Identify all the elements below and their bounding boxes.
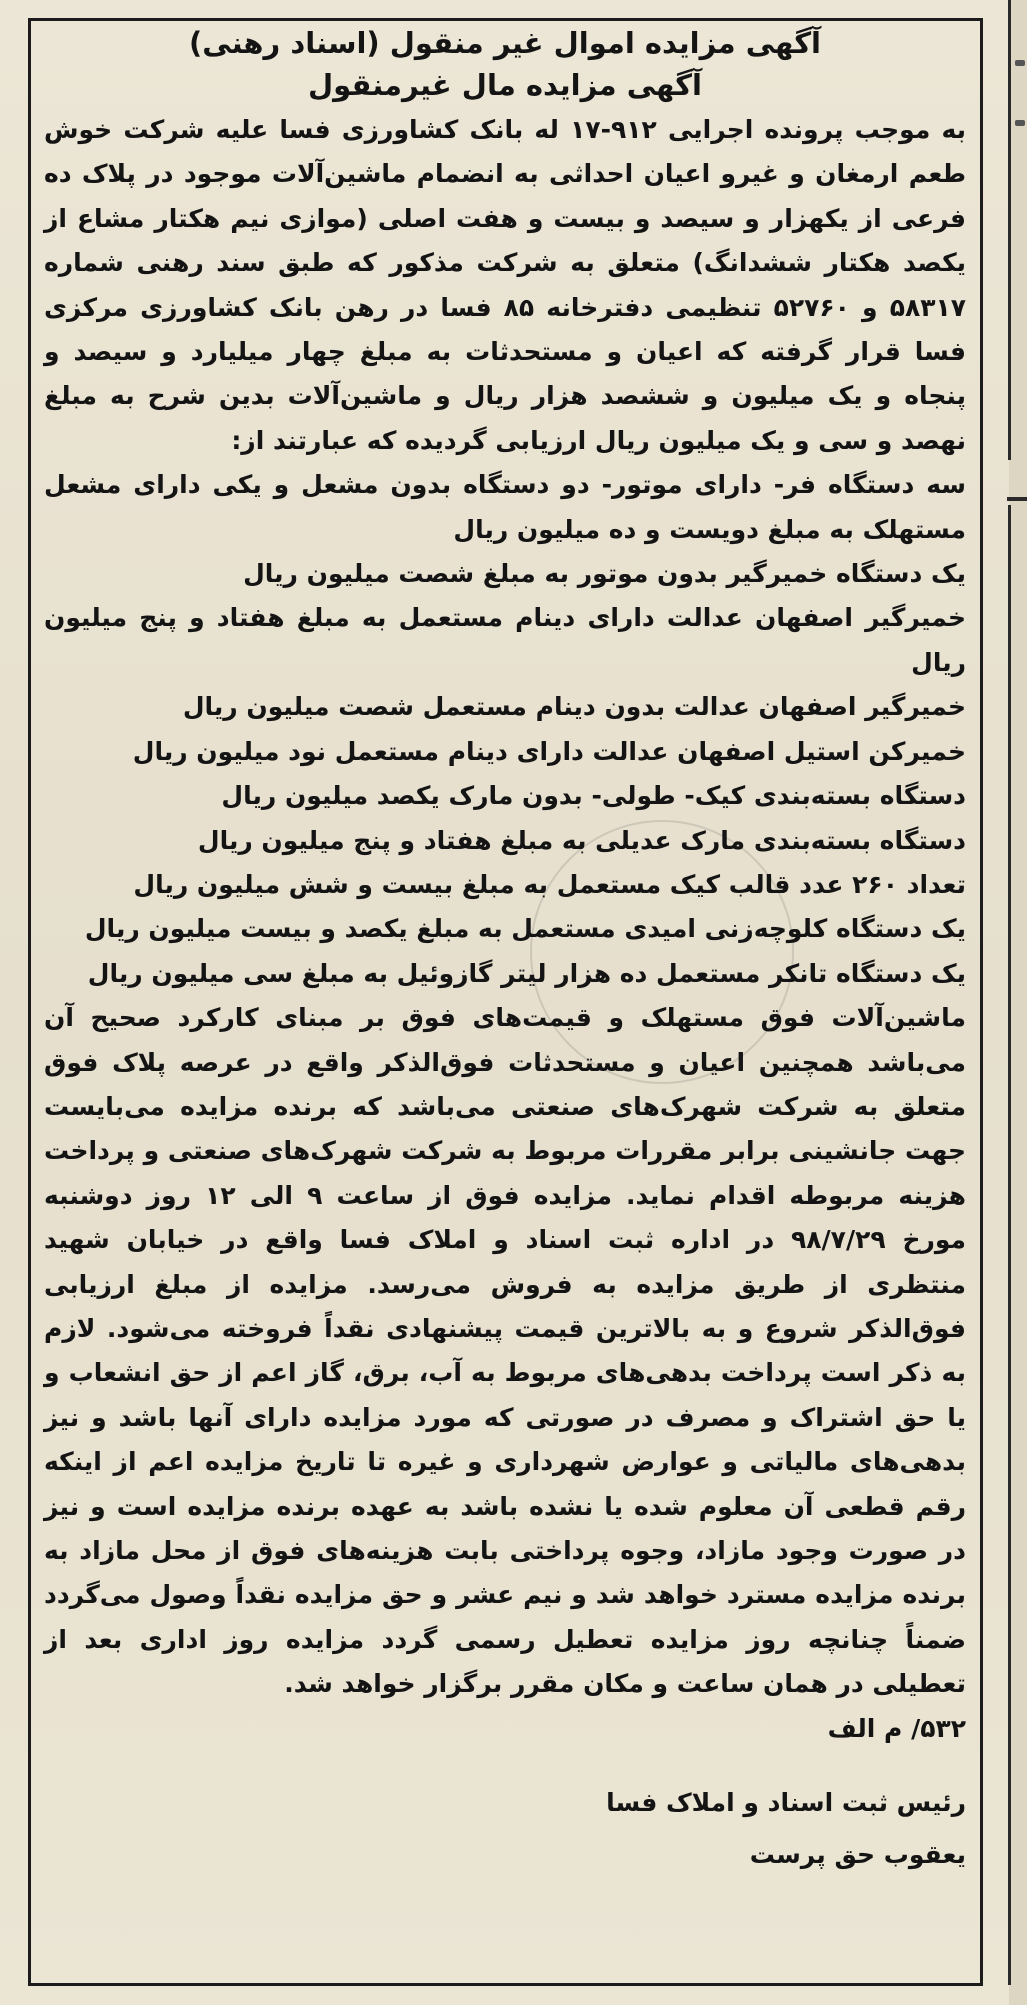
item-line: خمیرگیر اصفهان عدالت دارای دینام مستعمل به مبلغ هفتاد و پنج میلیون ریال bbox=[44, 603, 966, 677]
notice-body bbox=[44, 108, 966, 1707]
auction-notice bbox=[44, 22, 966, 1881]
notice-subtitle: آگهی مزایده مال غیرمنقول bbox=[308, 68, 702, 102]
item-line: سه دستگاه فر- دارای موتور- دو دستگاه بدون مشعل و یکی دارای مشعل مستهلک به مبلغ دویست و ده میلیون ریال bbox=[44, 470, 966, 544]
item-line: خمیرگیر اصفهان عدالت بدون دینام مستعمل شصت میلیون ریال bbox=[182, 692, 966, 722]
item-line: یک دستگاه کلوچه‌زنی امیدی مستعمل به مبلغ یکصد و بیست میلیون ریال bbox=[84, 914, 966, 944]
notice-title: آگهی مزایده اموال غیر منقول (اسناد رهنی) bbox=[189, 26, 821, 60]
intro-paragraph: به موجب پرونده اجرایی ۹۱۲-۱۷ له بانک کشاورزی فسا علیه شرکت خوش طعم ارمغان و غیرو اعیان احداثی به انضمام ماشین‌آلات موجود در پلاک ده فرعی از یکهزار و سیصد و بیست و هفت اصلی (موازی نیم هکتار مشاع از یکصد هکتار ششدانگ) متعلق به شرکت مذکور که طبق سند رهنی شماره ۵۸۳۱۷ و ۵۲۷۶۰ تنظیمی دفترخانه ۸۵ فسا در رهن بانک کشاورزی مرکزی فسا قرار گرفته که اعیان و مستحدثات به مبلغ چهار میلیارد و سیصد و پنجاه و یک میلیون و ششصد هزار ریال و ماشین‌آلات بدین شرح به مبلغ نهصد و سی و یک میلیون ریال ارزیابی گردیده که عبارتند از: bbox=[44, 115, 967, 455]
item-line: یک دستگاه خمیرگیر بدون موتور به مبلغ شصت میلیون ریال bbox=[243, 559, 966, 589]
signatory-position: رئیس ثبت اسناد و املاک فسا bbox=[606, 1788, 966, 1818]
adjacent-column-edge bbox=[1009, 0, 1027, 2005]
column-rule-top bbox=[1008, 0, 1011, 460]
signatory-name: یعقوب حق پرست bbox=[749, 1840, 966, 1870]
item-line: یک دستگاه تانکر مستعمل ده هزار لیتر گازوئیل به مبلغ سی میلیون ریال bbox=[87, 958, 966, 988]
edge-text-fragment bbox=[1015, 120, 1025, 126]
reference-number: ۵۳۲/ م الف bbox=[827, 1713, 966, 1743]
edge-text-fragment bbox=[1015, 60, 1025, 66]
item-line: تعداد ۲۶۰ عدد قالب کیک مستعمل به مبلغ بیست و شش میلیون ریال bbox=[133, 869, 966, 899]
terms-paragraph: ماشین‌آلات فوق مستهلک و قیمت‌های فوق بر مبنای کارکرد صحیح آن می‌باشد همچنین اعیان و مستحدثات فوق‌الذکر واقع در عرصه پلاک فوق متعلق به شرکت شهرک‌های صنعتی می‌باشد که برنده مزایده می‌بایست جهت جانشینی برابر مقررات مربوط به شرکت شهرک‌های صنعتی و پرداخت هزینه مربوطه اقدام نماید. مزایده فوق از ساعت ۹ الی ۱۲ روز دوشنبه مورخ ۹۸/۷/۲۹ در اداره ثبت اسناد و املاک فسا واقع در خیابان شهید منتظری از طریق مزایده به فروش می‌رسد. مزایده از مبلغ ارزیابی فوق‌الذکر شروع و به بالاترین قیمت پیشنهادی نقداً فروخته می‌شود. لازم به ذکر است پرداخت بدهی‌های مربوط به آب، برق، گاز اعم از حق انشعاب و یا حق اشتراک و مصرف در صورتی که مورد مزایده دارای آنها باشد و نیز بدهی‌های مالیاتی و عوارض شهرداری و غیره تا تاریخ مزایده اعم از اینکه رقم قطعی آن معلوم شده یا نشده باشد به عهده برنده مزایده است و نیز در صورت وجود مازاد، وجوه پرداختی بابت هزینه‌های فوق از محل مازاد به برنده مزایده مسترد خواهد شد و نیم عشر و حق مزایده نقداً وصول می‌گردد ضمناً چنانچه روز مزایده تعطیل رسمی گردد مزایده روز اداری بعد از تعطیلی در همان ساعت و مکان مقرر برگزار خواهد شد. bbox=[44, 1003, 967, 1699]
column-divider-bar bbox=[1007, 497, 1027, 501]
column-rule-bottom bbox=[1008, 505, 1011, 1985]
item-line: خمیرکن استیل اصفهان عدالت دارای دینام مستعمل نود میلیون ریال bbox=[132, 736, 966, 766]
item-line: دستگاه بسته‌بندی کیک- طولی- بدون مارک یکصد میلیون ریال bbox=[221, 781, 966, 811]
item-line: دستگاه بسته‌بندی مارک عدیلی به مبلغ هفتاد و پنج میلیون ریال bbox=[197, 825, 966, 855]
